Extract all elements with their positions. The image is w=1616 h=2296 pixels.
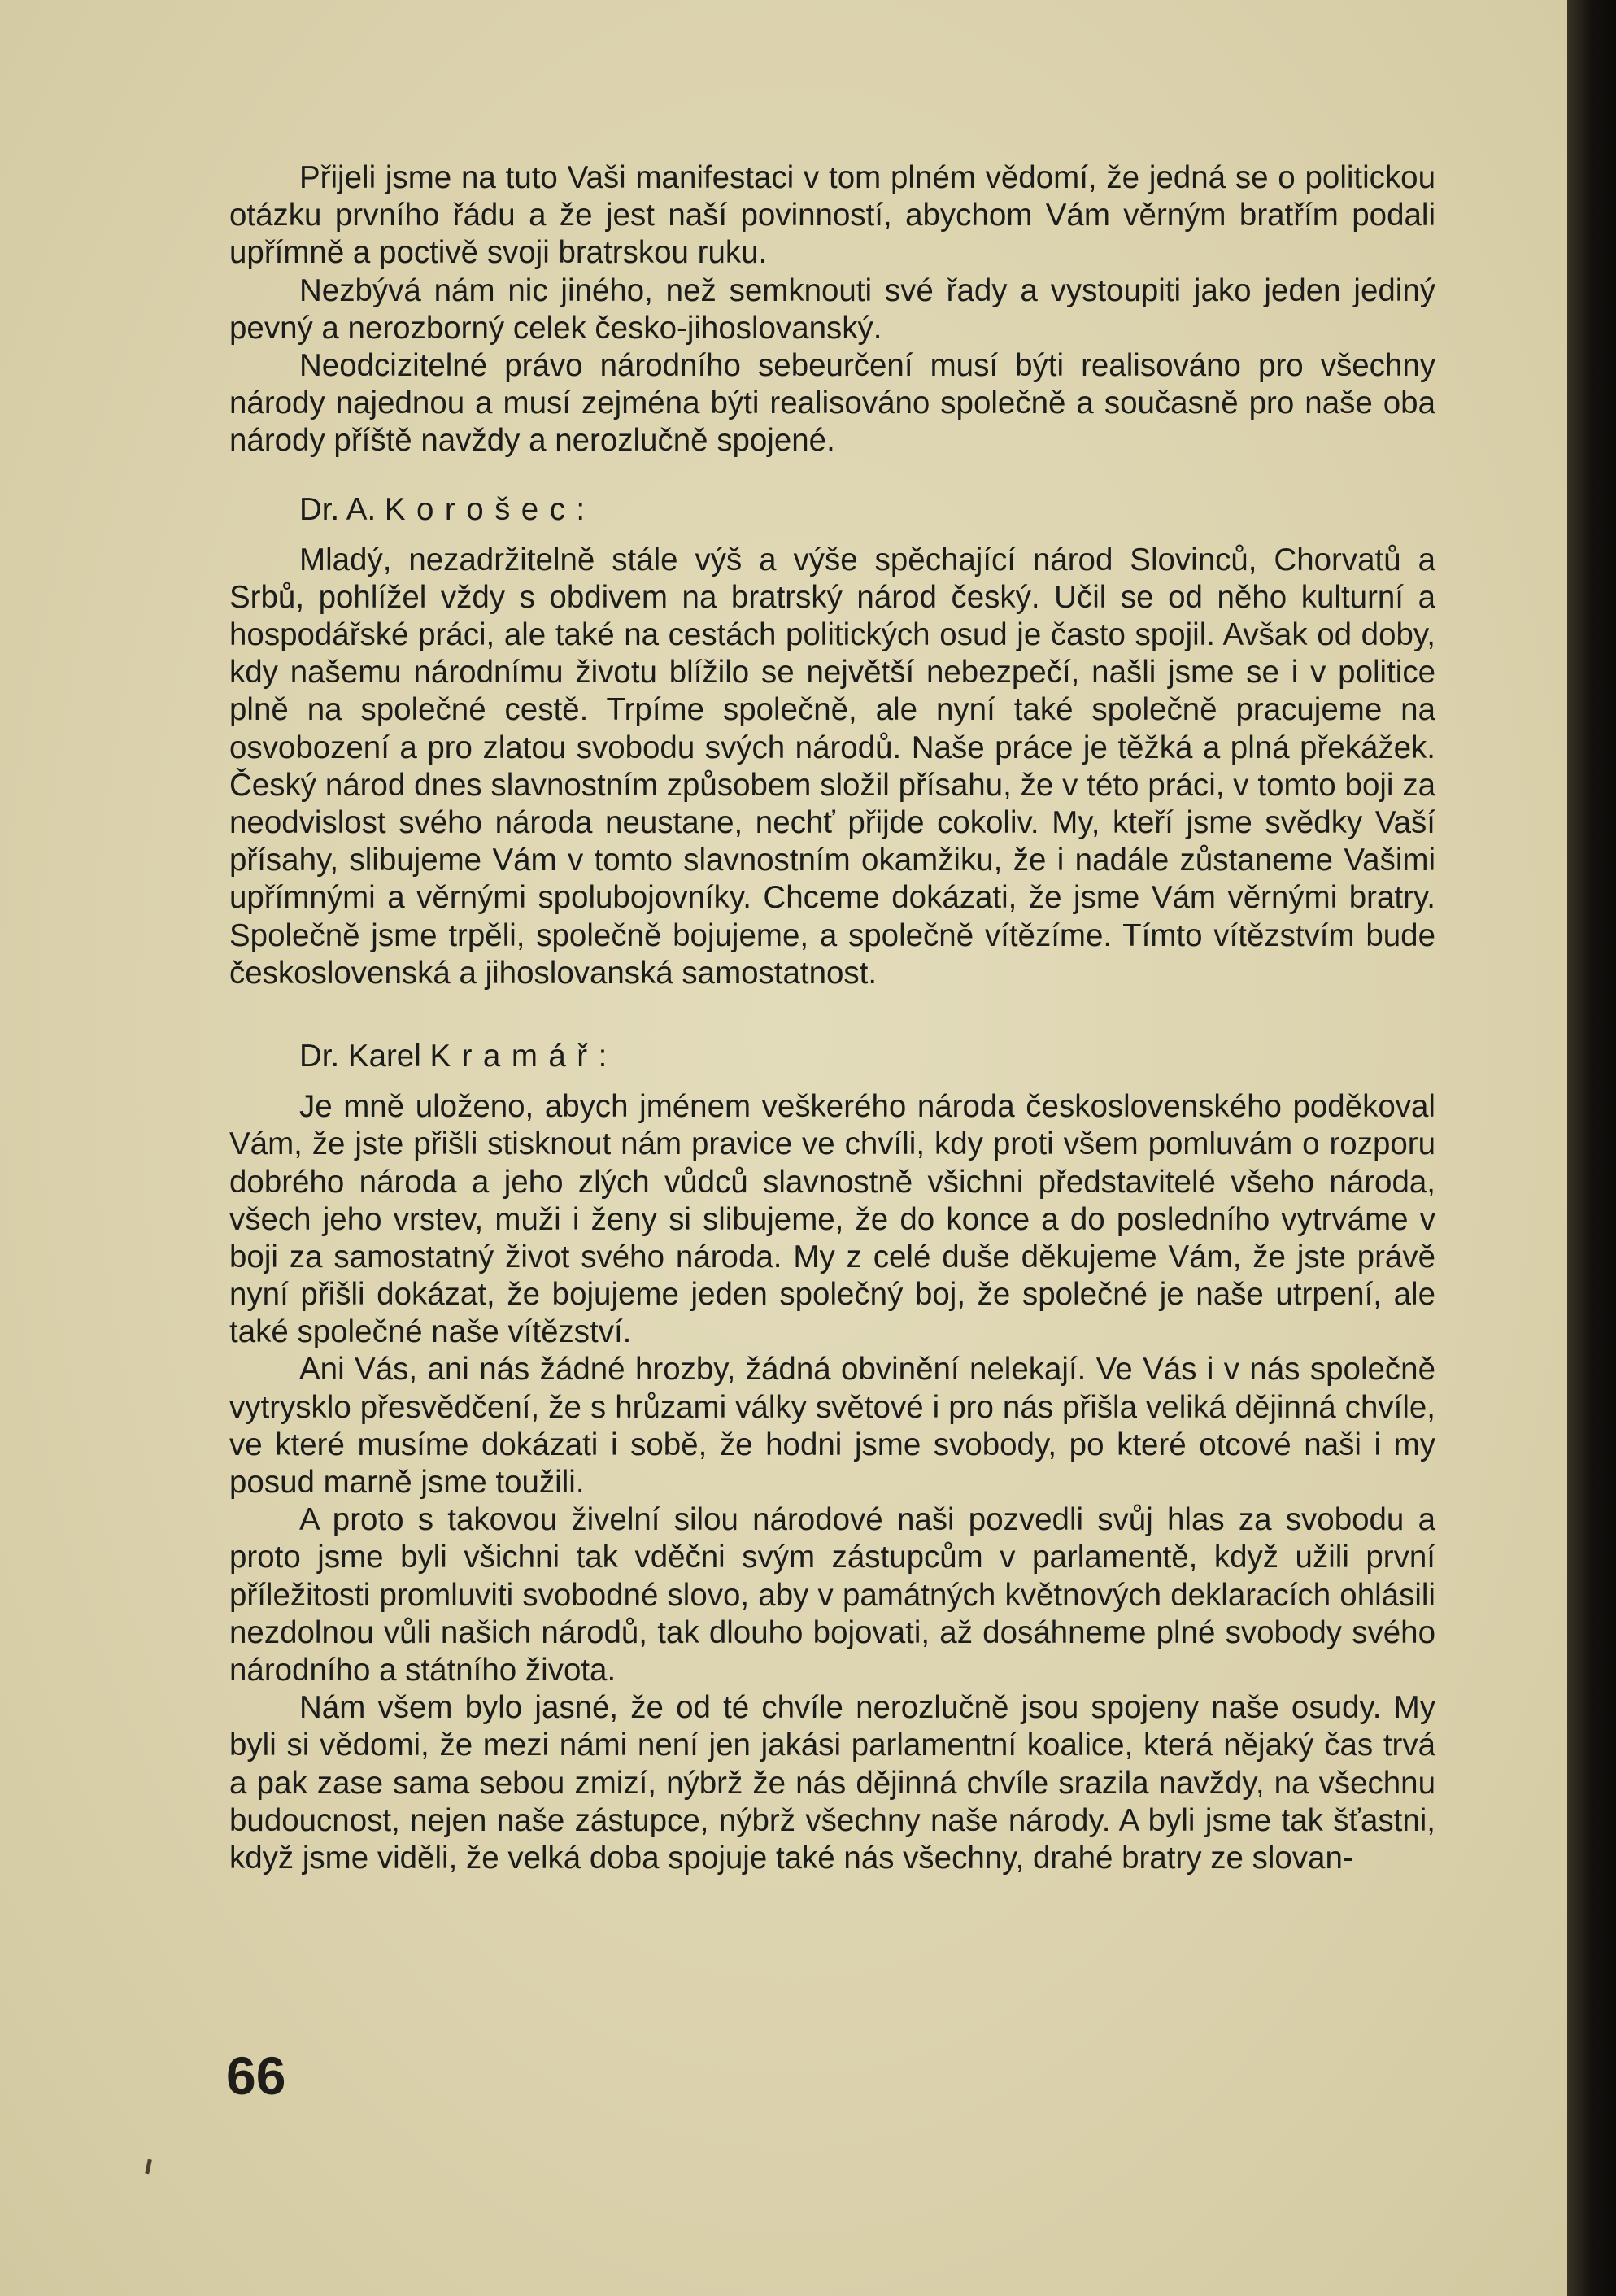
speaker-colon: :: [576, 491, 586, 527]
speaker-heading-kramar: [299, 1038, 1435, 1075]
speaker-prefix: Dr. Karel: [299, 1038, 421, 1074]
speaker-name: Kramář: [429, 1038, 599, 1074]
speaker-name: Korošec: [384, 491, 577, 527]
spacer: [229, 992, 1435, 1038]
paragraph: Je mně uloženo, abych jménem veškerého národa československého poděkoval Vám, že jste přišli stisknout nám pravice ve chvíli, kdy proti všem pomluvám o rozporu dobrého národa a jeho zlých vůdců slavnostně všichni představitelé všeho národa, všech jeho vrstev, muži i ženy si slibujeme, že do konce a do posledního vytrváme v boji za samostatný život svého národa. My z celé duše děkujeme Vám, že jste právě nyní přišli dokázat, že bojujeme jeden společný boj, že společné je naše utrpení, ale také společné naše vítězství.: [229, 1089, 1435, 1350]
paragraph: Přijeli jsme na tuto Vaši manifestaci v tom plném vědomí, že jedná se o politickou otázku prvního řádu a že jest naší povinností, abychom Vám věrným bratřím podali upřímně a poctivě svoji bratrskou ruku.: [229, 160, 1435, 271]
page-text: [229, 159, 1435, 1877]
page-edge-shadow: [1567, 0, 1616, 2296]
speaker-heading-korosec: [299, 491, 1435, 529]
speaker-prefix: Dr. A.: [299, 491, 377, 527]
ink-mark: [145, 2159, 152, 2175]
spacer: [229, 460, 1435, 491]
paragraph: Neodcizitelné právo národního sebeurčení musí býti realisováno pro všechny národy najednou a musí zejména býti realisováno společně a současně pro naše oba národy příště navždy a nerozlučně spojené.: [229, 347, 1435, 459]
paragraph: A proto s takovou živelní silou národové naši pozvedli svůj hlas za svobodu a proto jsme byli všichni tak vděčni svým zástupcům v parlamentě, když užili první příležitosti promluviti svobodné slovo, aby v památných květnových deklaracích ohlásili nezdolnou vůli našich národů, tak dlouho bojovati, až dosáhneme plné svobody svého národního a státního života.: [229, 1502, 1435, 1688]
paragraph: Ani Vás, ani nás žádné hrozby, žádná obvinění nelekají. Ve Vás i v nás společně vytrysklo přesvědčení, že s hrůzami války světové i pro nás přišla veliká dějinná chvíle, ve které musíme dokázati i sobě, že hodni jsme svobody, po které otcové naši i my posud marně jsme toužili.: [229, 1352, 1435, 1500]
page-number: 66: [226, 2045, 286, 2106]
paragraph: Mladý, nezadržitelně stále výš a výše spěchající národ Slovinců, Chorvatů a Srbů, pohlížel vždy s obdivem na bratrský národ český. Učil se od něho kulturní a hospodářské práci, ale také na cestách politických osud je často spojil. Avšak od doby, kdy našemu národnímu životu blížilo se největší nebezpečí, našli jsme se i v politice plně na společné cestě. Trpíme společně, ale nyní také společně pracujeme na osvobození a pro zlatou svobodu svých národů. Naše práce je těžká a plná překážek. Český národ dnes slavnostním způsobem složil přísahu, že v této práci, v tomto boji za neodvislost svého národa neustane, nechť přijde cokoliv. My, kteří jsme svědky Vaší přísahy, slibujeme Vám v tomto slavnostním okamžiku, že i nadále zůstaneme Vašimi upřímnými a věrnými spolubojovníky. Chceme dokázati, že jsme Vám věrnými bratry. Společně jsme trpěli, společně bojujeme, a společně vítězíme. Tímto vítězstvím bude československá a jihoslovanská samostatnost.: [229, 542, 1435, 991]
speaker-colon: :: [598, 1038, 608, 1074]
paragraph: Nezbývá nám nic jiného, než semknouti své řady a vystoupiti jako jeden jediný pevný a nerozborný celek česko-jihoslovanský.: [229, 272, 1435, 346]
paragraph: Nám všem bylo jasné, že od té chvíle nerozlučně jsou spojeny naše osudy. My byli si vědomi, že mezi námi není jen jakási parlamentní koalice, která nějaký čas trvá a pak zase sama sebou zmizí, nýbrž že nás dějinná chvíle srazila navždy, na všechnu budoucnost, nejen naše zástupce, nýbrž všechny naše národy. A byli jsme tak šťastni, když jsme viděli, že velká doba spojuje také nás všechny, drahé bratry ze slovan-: [229, 1690, 1435, 1876]
